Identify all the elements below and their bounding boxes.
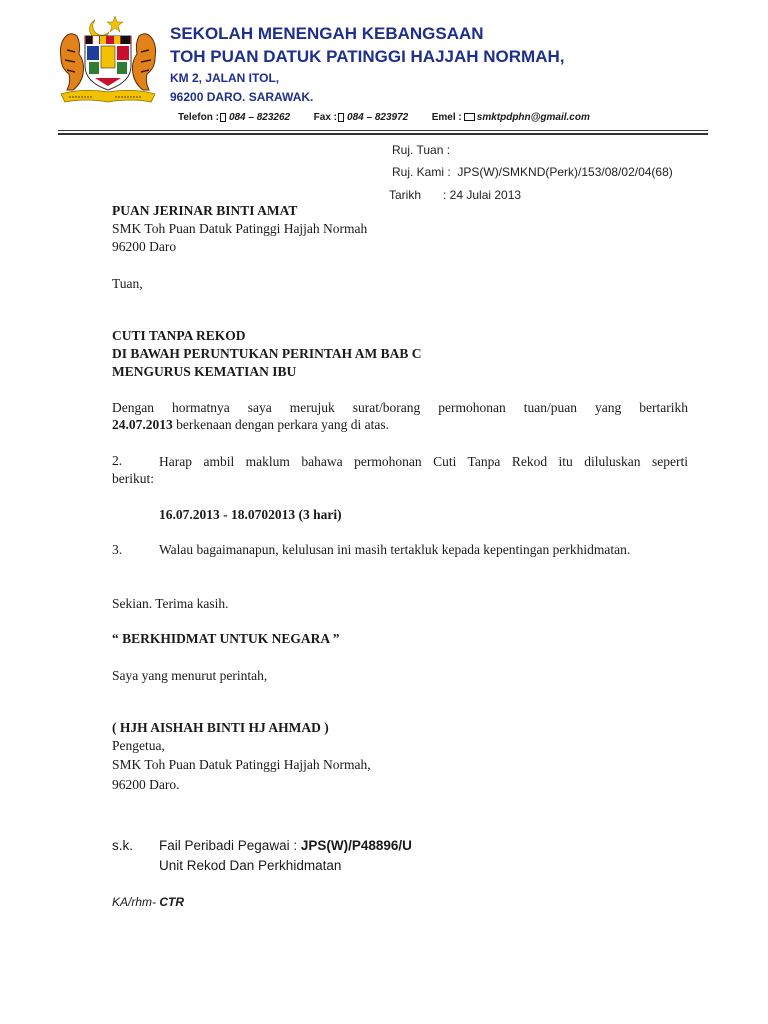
para3-number: 3. xyxy=(112,542,123,557)
para1-rest: berkenaan dengan perkara yang di atas. xyxy=(172,417,390,432)
emel-value: smktpdphn@gmail.com xyxy=(476,112,590,123)
signatory-postcode: 96200 Daro. xyxy=(112,777,180,792)
fax-icon xyxy=(338,113,344,122)
para3-text: Walau bagaimanapun, kelulusan ini masih tertakluk kepada kepentingan perkhidmatan. xyxy=(159,542,631,557)
cc-item1-prefix: Fail Peribadi Pegawai : xyxy=(159,838,301,853)
para1-line1: Dengan hormatnya saya merujuk surat/borang permohonan tuan/puan yang bertarikh xyxy=(112,400,688,415)
para1-date: 24.07.2013 xyxy=(112,417,173,432)
contact-line xyxy=(178,112,590,123)
subject-line2: DI BAWAH PERUNTUKAN PERINTAH AM BAB C xyxy=(112,346,422,361)
para2-number: 2. xyxy=(112,453,123,468)
signatory-school: SMK Toh Puan Datuk Patinggi Hajjah Normah, xyxy=(112,757,371,772)
reference-initials-code: CTR xyxy=(159,895,185,909)
school-name-line2: TOH PUAN DATUK PATINGGI HAJJAH NORMAH, xyxy=(170,47,565,66)
signatory-name: ( HJH AISHAH BINTI HJ AHMAD ) xyxy=(112,720,329,735)
envelope-icon xyxy=(464,113,475,121)
ruj-kami-label: Ruj. Kami : xyxy=(392,165,451,179)
school-name-line1: SEKOLAH MENENGAH KEBANGSAAN xyxy=(170,24,484,43)
header-rule-thick xyxy=(58,133,708,135)
cc-label: s.k. xyxy=(112,838,134,853)
reference-initials-prefix: KA/rhm- xyxy=(112,895,160,909)
emel-label: Emel : xyxy=(431,112,462,123)
cc-item2: Unit Rekod Dan Perkhidmatan xyxy=(159,858,342,873)
tarikh-label: Tarikh xyxy=(389,188,422,202)
salutation: Tuan, xyxy=(112,276,143,291)
cc-item1 xyxy=(159,838,412,853)
recipient-name: PUAN JERINAR BINTI AMAT xyxy=(112,203,298,218)
motto: “ BERKHIDMAT UNTUK NEGARA ” xyxy=(112,631,340,646)
fax-label: Fax : xyxy=(313,112,338,123)
header-rule xyxy=(58,130,708,131)
tarikh xyxy=(389,188,521,202)
cc-item1-file-number: JPS(W)/P48896/U xyxy=(300,838,412,853)
signatory-title: Pengetua, xyxy=(112,738,165,753)
fax-value: 084 – 823972 xyxy=(347,112,409,123)
school-address-line2: 96200 DARO. SARAWAK. xyxy=(170,90,314,104)
school-address-line1: KM 2, JALAN ITOL, xyxy=(170,71,280,85)
closing: Sekian. Terima kasih. xyxy=(112,596,229,611)
reference-initials xyxy=(112,895,184,909)
ruj-tuan: Ruj. Tuan : xyxy=(392,143,451,157)
phone-icon xyxy=(220,113,226,122)
subject-line3: MENGURUS KEMATIAN IBU xyxy=(112,364,297,379)
sign-off: Saya yang menurut perintah, xyxy=(112,668,268,683)
subject-line1: CUTI TANPA REKOD xyxy=(112,328,246,343)
malaysia-coat-of-arms-icon xyxy=(55,10,161,110)
leave-period: 16.07.2013 - 18.0702013 (3 hari) xyxy=(159,507,342,522)
para1-line2 xyxy=(112,417,389,433)
para2-line2: berikut: xyxy=(112,471,154,486)
tarikh-value: : 24 Julai 2013 xyxy=(443,188,522,202)
telefon-label: Telefon : xyxy=(178,112,219,123)
recipient-address-line1: SMK Toh Puan Datuk Patinggi Hajjah Normah xyxy=(112,221,368,236)
recipient-address-line2: 96200 Daro xyxy=(112,239,177,254)
telefon-value: 084 – 823262 xyxy=(228,112,291,123)
ruj-kami-value: JPS(W)/SMKND(Perk)/153/08/02/04(68) xyxy=(457,165,673,179)
para2-line1: Harap ambil maklum bahawa permohonan Cuti Tanpa Rekod itu diluluskan seperti xyxy=(159,454,688,469)
ruj-kami xyxy=(392,165,673,179)
